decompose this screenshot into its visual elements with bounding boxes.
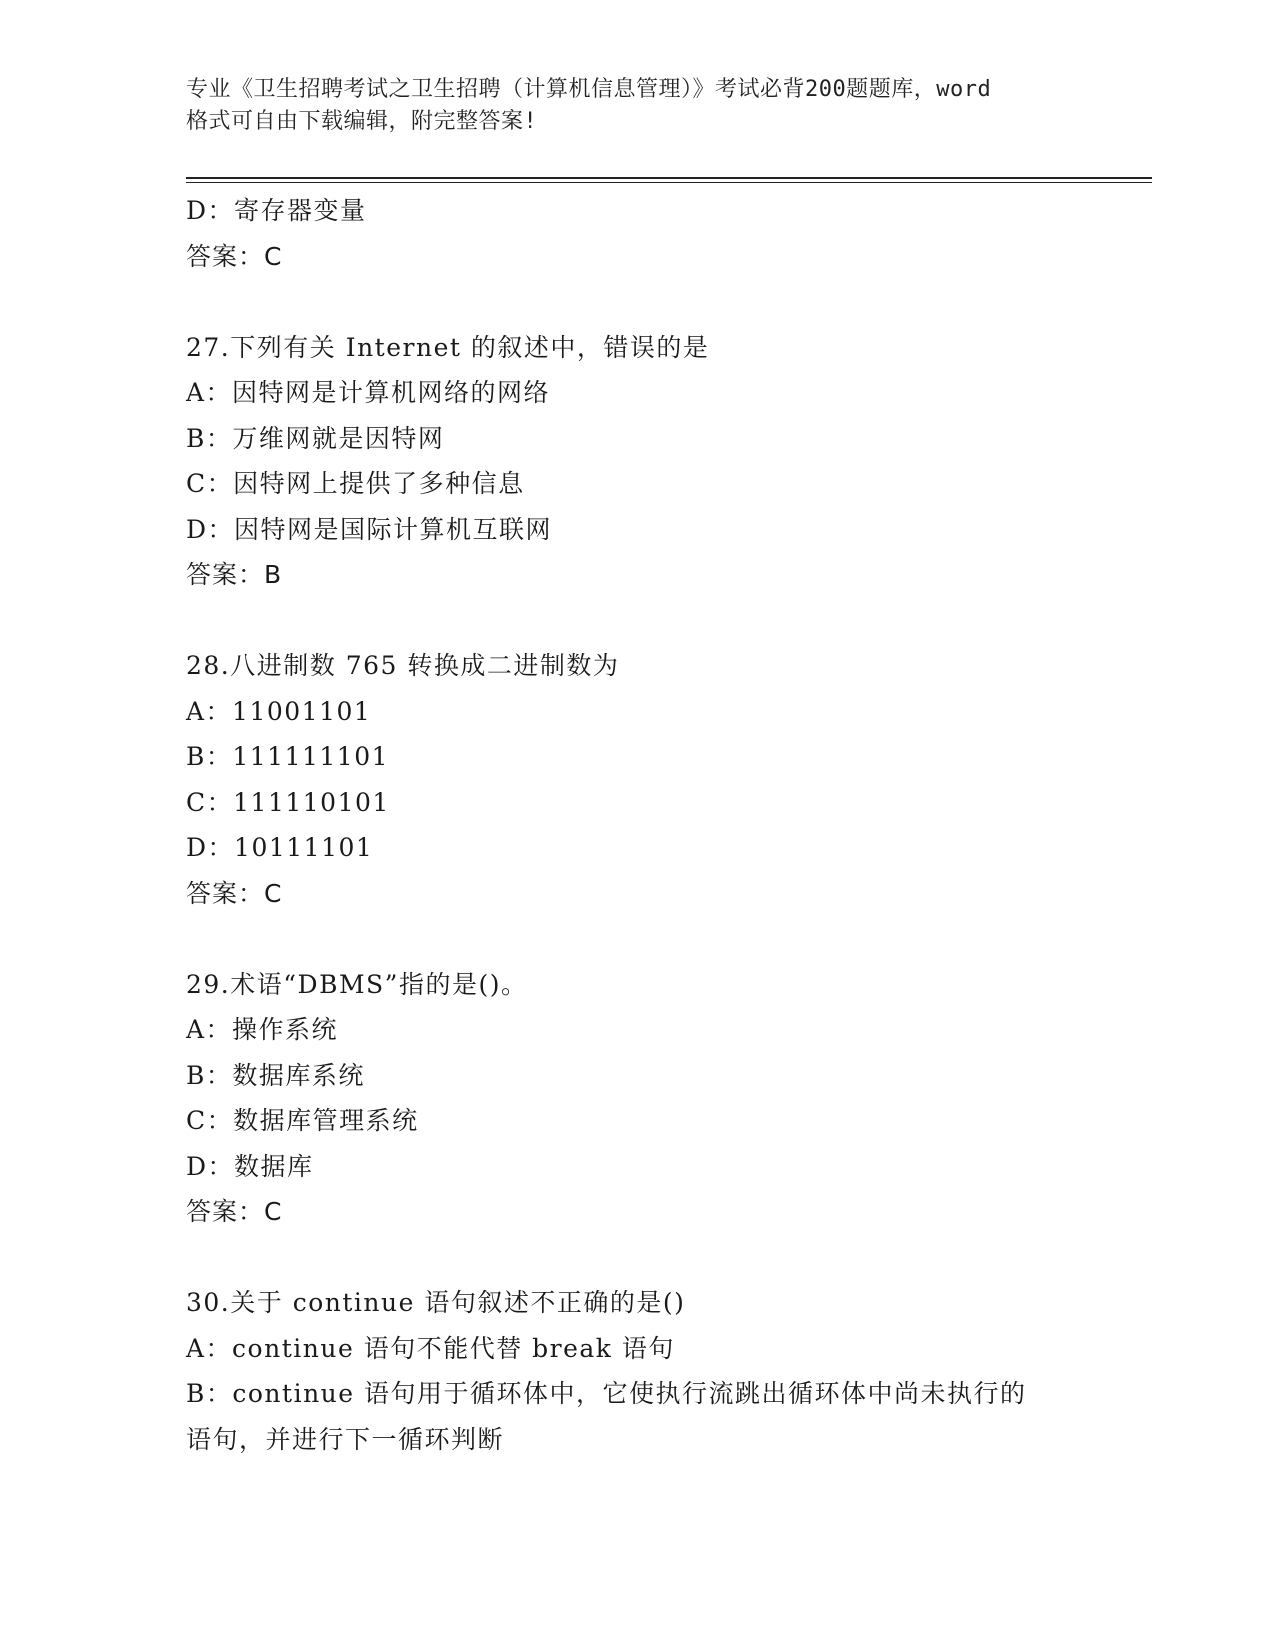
option-b: B：continue 语句用于循环体中，它使执行流跳出循环体中尚未执行的 bbox=[186, 1379, 1027, 1408]
answer: 答案：B bbox=[186, 560, 283, 589]
option-b: B：数据库系统 bbox=[186, 1060, 365, 1090]
option-c: C：数据库管理系统 bbox=[186, 1106, 419, 1135]
spacer bbox=[186, 279, 1106, 325]
option-d: D：寄存器变量 bbox=[186, 196, 367, 225]
option-d: D：10111101 bbox=[186, 833, 374, 862]
header-line-2: 格式可自由下载编辑，附完整答案! bbox=[186, 109, 538, 134]
option-d: D：数据库 bbox=[186, 1151, 314, 1181]
option-a: A：11001101 bbox=[186, 696, 372, 726]
spacer bbox=[186, 598, 1106, 644]
answer: 答案：C bbox=[186, 241, 283, 271]
answer: 答案：C bbox=[186, 878, 283, 908]
option-b-continued: 语句，并进行下一循环判断 bbox=[186, 1424, 505, 1454]
document-body bbox=[186, 188, 1106, 1462]
question-stem: 28.八进制数 765 转换成二进制数为 bbox=[186, 651, 620, 680]
spacer bbox=[186, 916, 1106, 962]
option-c: C：111110101 bbox=[186, 787, 390, 817]
header-line-1: 专业《卫生招聘考试之卫生招聘（计算机信息管理）》考试必背200题题库，word bbox=[186, 77, 992, 102]
option-a: A：因特网是计算机网络的网络 bbox=[186, 378, 551, 407]
option-c: C：因特网上提供了多种信息 bbox=[186, 469, 525, 498]
option-a: A：操作系统 bbox=[186, 1015, 339, 1044]
question-29 bbox=[186, 962, 1106, 1235]
question-stem: 29.术语“DBMS”指的是()。 bbox=[186, 969, 528, 999]
header-divider-thin bbox=[186, 182, 1152, 183]
option-d: D：因特网是国际计算机互联网 bbox=[186, 514, 553, 544]
spacer bbox=[186, 1235, 1106, 1281]
document-header bbox=[186, 74, 1086, 138]
answer: 答案：C bbox=[186, 1197, 283, 1226]
option-b: B：111111101 bbox=[186, 742, 390, 771]
question-28 bbox=[186, 643, 1106, 916]
question-30 bbox=[186, 1280, 1106, 1462]
question-stem: 27.下列有关 Internet 的叙述中，错误的是 bbox=[186, 332, 710, 362]
question-27 bbox=[186, 325, 1106, 598]
option-a: A：continue 语句不能代替 break 语句 bbox=[186, 1333, 675, 1363]
question-stem: 30.关于 continue 语句叙述不正确的是() bbox=[186, 1288, 686, 1317]
option-b: B：万维网就是因特网 bbox=[186, 423, 445, 453]
header-divider bbox=[186, 177, 1152, 179]
